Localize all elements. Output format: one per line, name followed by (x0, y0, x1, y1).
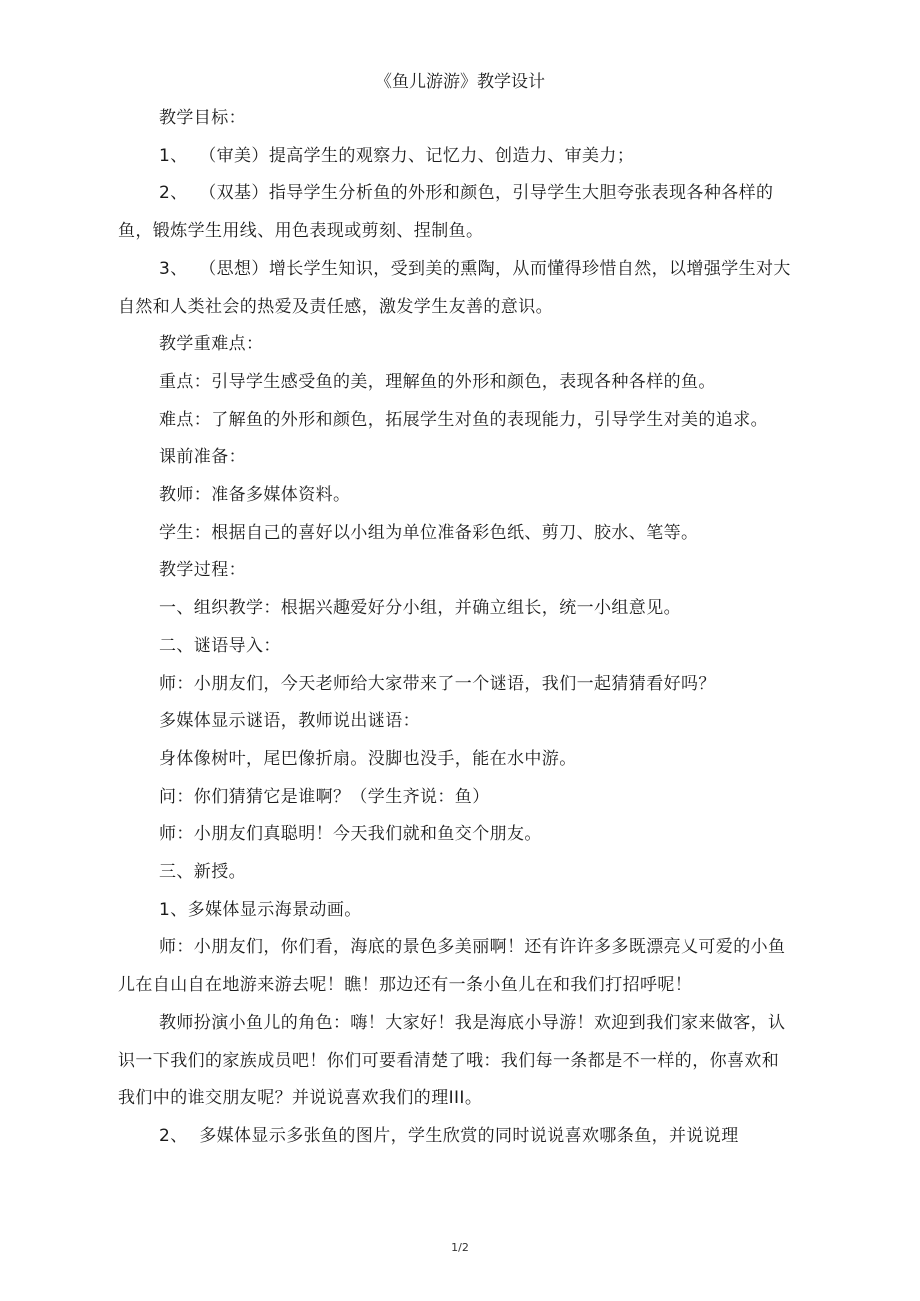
document-title: 《鱼儿游游》教学设计 (375, 72, 545, 92)
paragraph: 1、多媒体显示海景动画。 (159, 899, 362, 920)
paragraph: 教学过程： (159, 560, 246, 581)
paragraph: 重点：引导学生感受鱼的美，理解鱼的外形和颜色，表现各种各样的鱼。 (159, 371, 716, 392)
paragraph: 身体像树叶，尾巴像折扇。没脚也没手，能在水中游。 (159, 748, 577, 769)
paragraph: 教学重难点： (159, 334, 264, 355)
paragraph: 1、 （审美）提高学生的观察力、记忆力、创造力、审美力； (159, 145, 635, 166)
paragraph: 教师扮演小鱼儿的角色：嗨！大家好！我是海底小导游！欢迎到我们家来做客，认识一下我们的家族成员吧！你们可要看清楚了哦：我们每一条都是不一样的，你喜欢和我们中的谁交朋友呢？并说说喜欢我们的理III。 (118, 1012, 786, 1109)
paragraph: 2、 （双基）指导学生分析鱼的外形和颜色，引导学生大胆夸张表现各种各样的鱼，锻炼学生用线、用色表现或剪刻、捏制鱼。 (118, 183, 774, 242)
paragraph: 师：小朋友们，今天老师给大家带来了一个谜语，我们一起猜猜看好吗？ (159, 673, 716, 694)
paragraph: 二、谜语导入： (159, 635, 281, 656)
paragraph: 2、 多媒体显示多张鱼的图片，学生欣赏的同时说说喜欢哪条鱼，并说说理 (159, 1125, 739, 1146)
paragraph: 3、 （思想）增长学生知识，受到美的熏陶，从而懂得珍惜自然，以增强学生对大自然和人类社会的热爱及责任感，激发学生友善的意识。 (118, 258, 791, 317)
paragraph: 教学目标： (159, 108, 246, 128)
page-number: 1/2 (451, 1241, 469, 1254)
paragraph: 师：小朋友们真聪明！今天我们就和鱼交个朋友。 (159, 824, 542, 845)
paragraph: 三、新授。 (159, 862, 246, 883)
paragraph: 一、组织教学：根据兴趣爱好分小组，并确立组长，统一小组意见。 (159, 598, 681, 619)
paragraph: 多媒体显示谜语，教师说出谜语： (159, 711, 420, 732)
paragraph: 教师：准备多媒体资料。 (159, 485, 351, 506)
paragraph: 学生：根据自己的喜好以小组为单位准备彩色纸、剪刀、胶水、笔等。 (159, 522, 699, 543)
paragraph: 师：小朋友们，你们看，海底的景色多美丽啊！还有许许多多既漂亮乂可爱的小鱼儿在自山自在地游来游去呢！瞧！那边还有一条小鱼儿在和我们打招呼呢！ (118, 937, 786, 996)
paragraph: 问：你们猜猜它是谁啊？（学生齐说：鱼） (159, 786, 490, 807)
document-body (118, 100, 794, 1156)
paragraph: 课前准备： (159, 447, 246, 468)
paragraph: 难点：了解鱼的外形和颜色，拓展学生对鱼的表现能力，引导学生对美的追求。 (159, 409, 768, 430)
